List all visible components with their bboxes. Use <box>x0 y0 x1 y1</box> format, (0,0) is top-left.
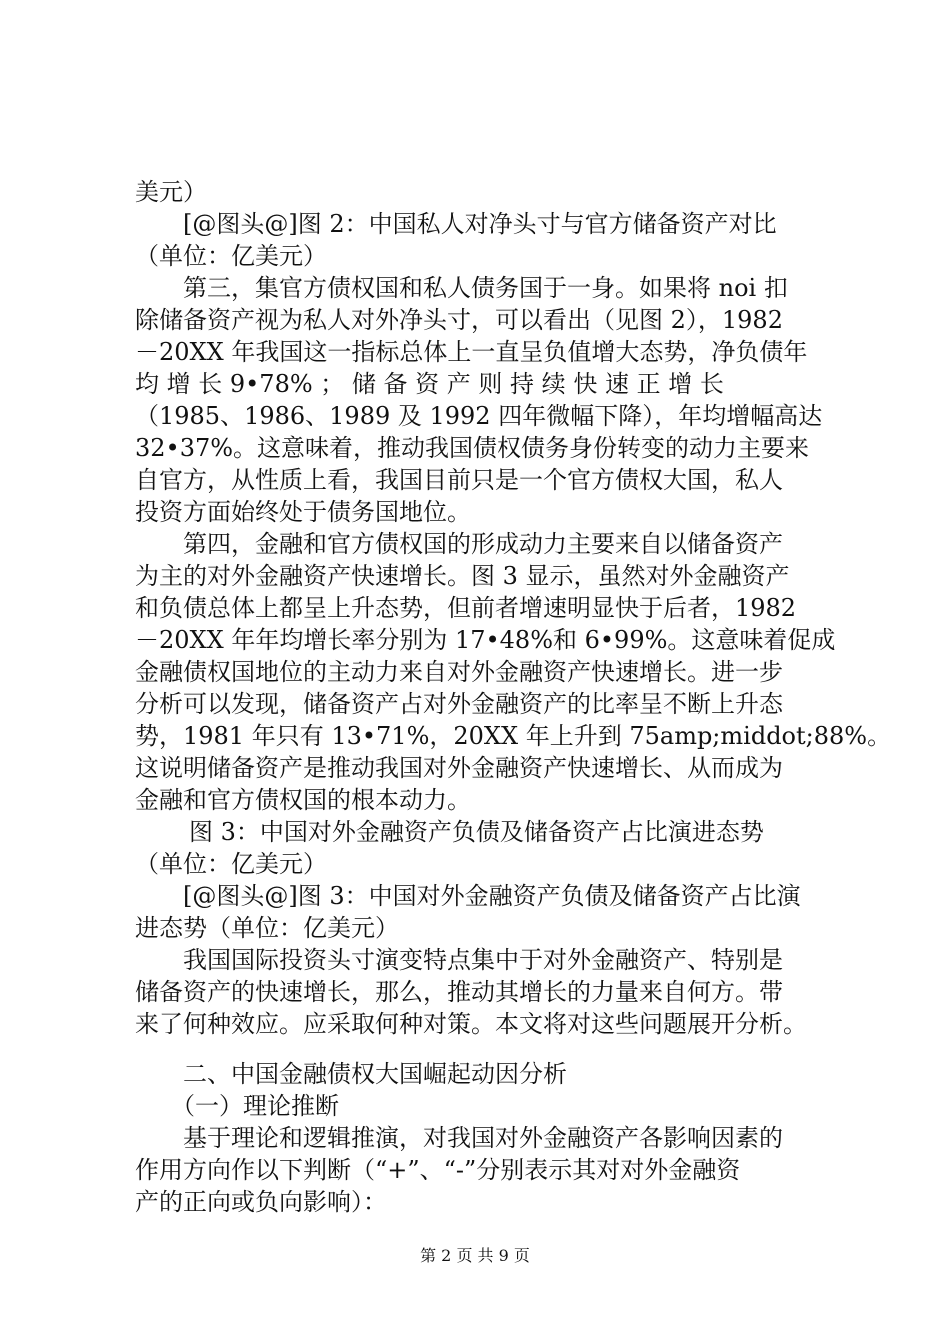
paragraph-line: 金融和官方债权国的根本动力。 <box>135 786 471 814</box>
paragraph-line: 除储备资产视为私人对外净头寸，可以看出（见图 2），1982 <box>135 306 783 334</box>
page-number-footer: 第 2 页 共 9 页 <box>420 1246 530 1265</box>
paragraph-line: 第三，集官方债权国和私人债务国于一身。如果将 noi 扣 <box>183 274 788 302</box>
paragraph-line: 基于理论和逻辑推演，对我国对外金融资产各影响因素的 <box>183 1124 783 1152</box>
paragraph-line: 为主的对外金融资产快速增长。图 3 显示，虽然对外金融资产 <box>135 562 790 590</box>
text-line: 美元） <box>135 178 207 206</box>
paragraph-line: 均 增 长 9•78% ； 储 备 资 产 则 持 续 快 速 正 增 长 <box>135 370 724 398</box>
paragraph-line: 第四，金融和官方债权国的形成动力主要来自以储备资产 <box>183 530 783 558</box>
paragraph-line: 32•37%。这意味着，推动我国债权债务身份转变的动力主要来 <box>135 434 810 462</box>
figure-caption: [@图头@]图 3：中国对外金融资产负债及储备资产占比演 <box>183 882 801 910</box>
paragraph-line: 储备资产的快速增长，那么，推动其增长的力量来自何方。带 <box>135 978 783 1006</box>
section-heading: 二、中国金融债权大国崛起动因分析 <box>183 1060 567 1088</box>
figure-caption: （单位：亿美元） <box>135 850 327 878</box>
figure-caption: 进态势（单位：亿美元） <box>135 914 399 942</box>
paragraph-line: －20XX 年我国这一指标总体上一直呈负值增大态势，净负债年 <box>135 338 808 366</box>
paragraph-line: （1985、1986、1989 及 1992 四年微幅下降），年均增幅高达 <box>135 402 823 430</box>
paragraph-line: 自官方，从性质上看，我国目前只是一个官方债权大国，私人 <box>135 466 783 494</box>
paragraph-line: 势，1981 年只有 13•71%，20XX 年上升到 75amp;middot;88%。 <box>135 722 892 750</box>
paragraph-line: 产的正向或负向影响）： <box>135 1188 387 1216</box>
subsection-heading: （一）理论推断 <box>171 1092 339 1120</box>
paragraph-line: 作用方向作以下判断（“+”、“-”分别表示其对对外金融资 <box>135 1156 741 1184</box>
figure-caption: 图 3：中国对外金融资产负债及储备资产占比演进态势 <box>189 818 764 846</box>
paragraph-line: 分析可以发现，储备资产占对外金融资产的比率呈不断上升态 <box>135 690 783 718</box>
figure-caption: [@图头@]图 2：中国私人对净头寸与官方储备资产对比 <box>183 210 777 238</box>
paragraph-line: 我国国际投资头寸演变特点集中于对外金融资产、特别是 <box>183 946 783 974</box>
paragraph-line: 这说明储备资产是推动我国对外金融资产快速增长、从而成为 <box>135 754 783 782</box>
paragraph-line: 金融债权国地位的主动力来自对外金融资产快速增长。进一步 <box>135 658 783 686</box>
paragraph-line: 来了何种效应。应采取何种对策。本文将对这些问题展开分析。 <box>135 1010 807 1038</box>
paragraph-line: －20XX 年年均增长率分别为 17•48%和 6•99%。这意味着促成 <box>135 626 836 654</box>
figure-caption: （单位：亿美元） <box>135 242 327 270</box>
paragraph-line: 投资方面始终处于债务国地位。 <box>135 498 471 526</box>
paragraph-line: 和负债总体上都呈上升态势，但前者增速明显快于后者，1982 <box>135 594 797 622</box>
